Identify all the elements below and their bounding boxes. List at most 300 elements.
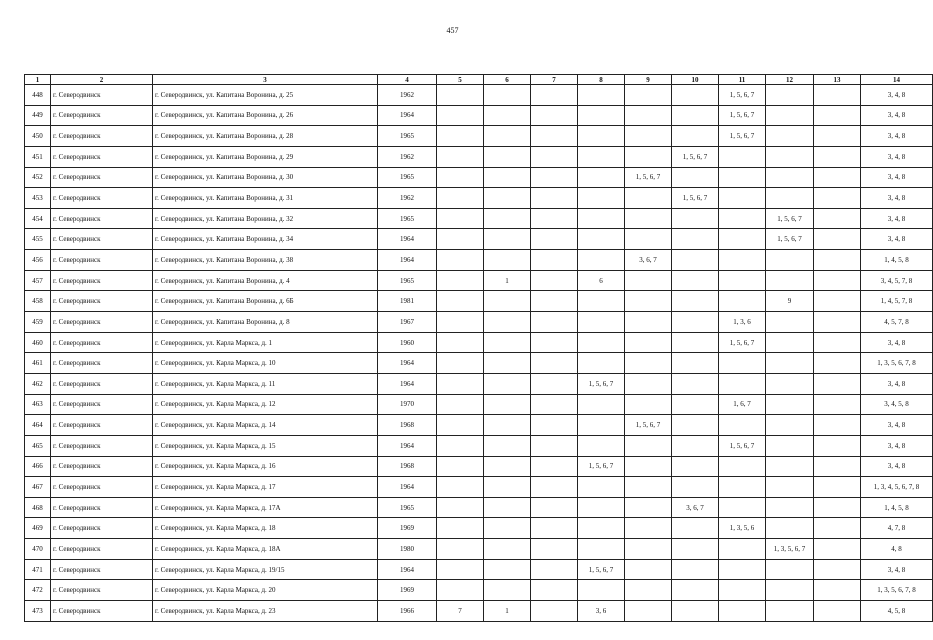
column-header: 13 [814, 75, 861, 85]
col-14-cell: 3, 4, 8 [861, 85, 933, 106]
col-11-cell [719, 270, 766, 291]
col-11-cell: 1, 5, 6, 7 [719, 105, 766, 126]
col-11-cell [719, 373, 766, 394]
col-6-cell: 1 [484, 270, 531, 291]
col-9-cell [625, 539, 672, 560]
build-year-cell: 1962 [378, 188, 437, 209]
row-number-cell: 456 [25, 250, 51, 271]
col-12-cell [766, 601, 814, 622]
col-7-cell [531, 518, 578, 539]
row-number-cell: 460 [25, 332, 51, 353]
col-14-cell: 3, 4, 8 [861, 105, 933, 126]
col-14-cell: 4, 5, 8 [861, 601, 933, 622]
col-14-cell: 3, 4, 8 [861, 559, 933, 580]
col-12-cell [766, 126, 814, 147]
col-5-cell [437, 126, 484, 147]
col-10-cell: 1, 5, 6, 7 [672, 146, 719, 167]
col-8-cell [578, 580, 625, 601]
col-5-cell [437, 456, 484, 477]
col-14-cell: 3, 4, 8 [861, 146, 933, 167]
header-row [25, 75, 933, 85]
col-9-cell [625, 373, 672, 394]
settlement-cell: г. Северодвинск [51, 250, 153, 271]
col-8-cell [578, 167, 625, 188]
col-14-cell: 1, 3, 5, 6, 7, 8 [861, 353, 933, 374]
build-year-cell: 1964 [378, 559, 437, 580]
col-9-cell [625, 332, 672, 353]
row-number-cell: 455 [25, 229, 51, 250]
col-9-cell [625, 126, 672, 147]
settlement-cell: г. Северодвинск [51, 105, 153, 126]
col-13-cell [814, 312, 861, 333]
col-5-cell [437, 312, 484, 333]
col-13-cell [814, 601, 861, 622]
col-14-cell: 3, 4, 8 [861, 373, 933, 394]
col-13-cell [814, 85, 861, 106]
col-5-cell [437, 188, 484, 209]
col-6-cell [484, 208, 531, 229]
col-7-cell [531, 456, 578, 477]
build-year-cell: 1964 [378, 373, 437, 394]
col-9-cell [625, 105, 672, 126]
table-row [25, 229, 933, 250]
settlement-cell: г. Северодвинск [51, 126, 153, 147]
build-year-cell: 1966 [378, 601, 437, 622]
table-row [25, 580, 933, 601]
col-6-cell [484, 559, 531, 580]
col-13-cell [814, 229, 861, 250]
col-9-cell [625, 559, 672, 580]
col-12-cell [766, 477, 814, 498]
col-7-cell [531, 167, 578, 188]
col-6-cell [484, 497, 531, 518]
address-cell: г. Северодвинск, ул. Капитана Воронина, д. 26 [153, 105, 378, 126]
col-7-cell [531, 146, 578, 167]
col-12-cell: 1, 5, 6, 7 [766, 229, 814, 250]
col-12-cell: 1, 3, 5, 6, 7 [766, 539, 814, 560]
address-cell: г. Северодвинск, ул. Капитана Воронина, д. 4 [153, 270, 378, 291]
col-5-cell [437, 250, 484, 271]
col-9-cell [625, 456, 672, 477]
address-cell: г. Северодвинск, ул. Капитана Воронина, д. 29 [153, 146, 378, 167]
col-8-cell [578, 477, 625, 498]
col-10-cell [672, 105, 719, 126]
col-8-cell [578, 208, 625, 229]
table-row [25, 539, 933, 560]
col-8-cell [578, 291, 625, 312]
col-5-cell [437, 435, 484, 456]
row-number-cell: 465 [25, 435, 51, 456]
col-6-cell [484, 580, 531, 601]
col-5-cell [437, 373, 484, 394]
col-11-cell: 1, 5, 6, 7 [719, 85, 766, 106]
row-number-cell: 468 [25, 497, 51, 518]
row-number-cell: 448 [25, 85, 51, 106]
row-number-cell: 466 [25, 456, 51, 477]
build-year-cell: 1962 [378, 146, 437, 167]
table-row [25, 270, 933, 291]
col-13-cell [814, 373, 861, 394]
col-10-cell [672, 126, 719, 147]
col-8-cell [578, 435, 625, 456]
settlement-cell: г. Северодвинск [51, 270, 153, 291]
col-14-cell: 3, 4, 8 [861, 435, 933, 456]
col-14-cell: 1, 4, 5, 8 [861, 497, 933, 518]
col-13-cell [814, 539, 861, 560]
col-10-cell [672, 580, 719, 601]
col-12-cell [766, 312, 814, 333]
col-8-cell: 1, 5, 6, 7 [578, 559, 625, 580]
col-12-cell [766, 85, 814, 106]
col-7-cell [531, 580, 578, 601]
col-6-cell [484, 539, 531, 560]
settlement-cell: г. Северодвинск [51, 373, 153, 394]
settlement-cell: г. Северодвинск [51, 477, 153, 498]
col-5-cell [437, 270, 484, 291]
col-8-cell: 3, 6 [578, 601, 625, 622]
col-11-cell [719, 456, 766, 477]
col-10-cell [672, 332, 719, 353]
col-10-cell [672, 270, 719, 291]
col-5-cell [437, 559, 484, 580]
col-13-cell [814, 456, 861, 477]
col-5-cell [437, 415, 484, 436]
col-5-cell: 7 [437, 601, 484, 622]
col-8-cell [578, 250, 625, 271]
col-12-cell [766, 456, 814, 477]
settlement-cell: г. Северодвинск [51, 456, 153, 477]
col-11-cell [719, 415, 766, 436]
col-7-cell [531, 85, 578, 106]
col-11-cell: 1, 6, 7 [719, 394, 766, 415]
address-cell: г. Северодвинск, ул. Карла Маркса, д. 19/15 [153, 559, 378, 580]
column-header: 7 [531, 75, 578, 85]
col-13-cell [814, 291, 861, 312]
col-9-cell: 1, 5, 6, 7 [625, 167, 672, 188]
col-10-cell [672, 394, 719, 415]
table-row [25, 291, 933, 312]
col-12-cell [766, 415, 814, 436]
row-number-cell: 470 [25, 539, 51, 560]
col-13-cell [814, 105, 861, 126]
column-header: 12 [766, 75, 814, 85]
col-5-cell [437, 477, 484, 498]
col-6-cell [484, 373, 531, 394]
table-row [25, 518, 933, 539]
table-row [25, 435, 933, 456]
build-year-cell: 1964 [378, 229, 437, 250]
col-10-cell [672, 373, 719, 394]
build-year-cell: 1964 [378, 435, 437, 456]
col-13-cell [814, 270, 861, 291]
col-10-cell: 3, 6, 7 [672, 497, 719, 518]
col-14-cell: 3, 4, 8 [861, 456, 933, 477]
col-9-cell [625, 146, 672, 167]
address-cell: г. Северодвинск, ул. Капитана Воронина, д. 28 [153, 126, 378, 147]
settlement-cell: г. Северодвинск [51, 601, 153, 622]
col-10-cell [672, 518, 719, 539]
col-8-cell [578, 394, 625, 415]
col-7-cell [531, 229, 578, 250]
col-13-cell [814, 188, 861, 209]
column-header: 4 [378, 75, 437, 85]
col-14-cell: 1, 3, 5, 6, 7, 8 [861, 580, 933, 601]
settlement-cell: г. Северодвинск [51, 580, 153, 601]
col-10-cell [672, 229, 719, 250]
col-9-cell [625, 353, 672, 374]
row-number-cell: 449 [25, 105, 51, 126]
col-13-cell [814, 208, 861, 229]
col-13-cell [814, 126, 861, 147]
address-cell: г. Северодвинск, ул. Карла Маркса, д. 11 [153, 373, 378, 394]
build-year-cell: 1964 [378, 353, 437, 374]
address-cell: г. Северодвинск, ул. Капитана Воронина, д. 32 [153, 208, 378, 229]
col-13-cell [814, 497, 861, 518]
col-14-cell: 1, 4, 5, 7, 8 [861, 291, 933, 312]
settlement-cell: г. Северодвинск [51, 229, 153, 250]
build-year-cell: 1964 [378, 250, 437, 271]
row-number-cell: 454 [25, 208, 51, 229]
settlement-cell: г. Северодвинск [51, 188, 153, 209]
row-number-cell: 467 [25, 477, 51, 498]
col-10-cell [672, 85, 719, 106]
table-row [25, 601, 933, 622]
col-14-cell: 3, 4, 8 [861, 188, 933, 209]
col-11-cell [719, 291, 766, 312]
col-13-cell [814, 477, 861, 498]
col-6-cell [484, 435, 531, 456]
row-number-cell: 464 [25, 415, 51, 436]
col-5-cell [437, 394, 484, 415]
col-14-cell: 3, 4, 5, 7, 8 [861, 270, 933, 291]
row-number-cell: 461 [25, 353, 51, 374]
settlement-cell: г. Северодвинск [51, 518, 153, 539]
address-cell: г. Северодвинск, ул. Карла Маркса, д. 1 [153, 332, 378, 353]
col-10-cell [672, 291, 719, 312]
build-year-cell: 1980 [378, 539, 437, 560]
build-year-cell: 1965 [378, 497, 437, 518]
col-5-cell [437, 167, 484, 188]
settlement-cell: г. Северодвинск [51, 539, 153, 560]
col-11-cell: 1, 5, 6, 7 [719, 332, 766, 353]
col-8-cell [578, 188, 625, 209]
settlement-cell: г. Северодвинск [51, 353, 153, 374]
row-number-cell: 453 [25, 188, 51, 209]
col-12-cell [766, 167, 814, 188]
table-header [25, 75, 933, 85]
col-7-cell [531, 208, 578, 229]
col-9-cell [625, 394, 672, 415]
col-7-cell [531, 497, 578, 518]
col-11-cell [719, 188, 766, 209]
table-row [25, 167, 933, 188]
table-row [25, 146, 933, 167]
settlement-cell: г. Северодвинск [51, 167, 153, 188]
address-cell: г. Северодвинск, ул. Капитана Воронина, д. 30 [153, 167, 378, 188]
col-5-cell [437, 353, 484, 374]
col-13-cell [814, 518, 861, 539]
col-10-cell [672, 601, 719, 622]
col-9-cell: 3, 6, 7 [625, 250, 672, 271]
col-14-cell: 4, 5, 7, 8 [861, 312, 933, 333]
row-number-cell: 458 [25, 291, 51, 312]
settlement-cell: г. Северодвинск [51, 291, 153, 312]
build-year-cell: 1968 [378, 456, 437, 477]
table-row [25, 332, 933, 353]
col-7-cell [531, 291, 578, 312]
row-number-cell: 473 [25, 601, 51, 622]
col-7-cell [531, 353, 578, 374]
col-9-cell [625, 85, 672, 106]
settlement-cell: г. Северодвинск [51, 497, 153, 518]
col-7-cell [531, 312, 578, 333]
build-year-cell: 1964 [378, 477, 437, 498]
col-12-cell [766, 146, 814, 167]
col-6-cell [484, 229, 531, 250]
col-7-cell [531, 394, 578, 415]
col-12-cell [766, 559, 814, 580]
address-cell: г. Северодвинск, ул. Карла Маркса, д. 12 [153, 394, 378, 415]
col-12-cell: 9 [766, 291, 814, 312]
col-10-cell [672, 415, 719, 436]
col-6-cell [484, 456, 531, 477]
col-11-cell: 1, 5, 6, 7 [719, 435, 766, 456]
settlement-cell: г. Северодвинск [51, 208, 153, 229]
address-cell: г. Северодвинск, ул. Карла Маркса, д. 17А [153, 497, 378, 518]
col-14-cell: 3, 4, 8 [861, 167, 933, 188]
col-9-cell [625, 601, 672, 622]
table-row [25, 126, 933, 147]
col-6-cell [484, 518, 531, 539]
build-year-cell: 1981 [378, 291, 437, 312]
col-11-cell [719, 477, 766, 498]
col-10-cell [672, 539, 719, 560]
column-header: 3 [153, 75, 378, 85]
col-8-cell [578, 146, 625, 167]
address-cell: г. Северодвинск, ул. Капитана Воронина, д. 8 [153, 312, 378, 333]
col-14-cell: 1, 3, 4, 5, 6, 7, 8 [861, 477, 933, 498]
row-number-cell: 462 [25, 373, 51, 394]
col-6-cell [484, 105, 531, 126]
table-row [25, 85, 933, 106]
col-7-cell [531, 415, 578, 436]
col-13-cell [814, 559, 861, 580]
col-7-cell [531, 601, 578, 622]
row-number-cell: 463 [25, 394, 51, 415]
col-6-cell [484, 477, 531, 498]
column-header: 10 [672, 75, 719, 85]
col-5-cell [437, 85, 484, 106]
address-cell: г. Северодвинск, ул. Капитана Воронина, д. 6Б [153, 291, 378, 312]
table-row [25, 250, 933, 271]
build-year-cell: 1965 [378, 126, 437, 147]
col-8-cell [578, 539, 625, 560]
address-cell: г. Северодвинск, ул. Карла Маркса, д. 16 [153, 456, 378, 477]
address-cell: г. Северодвинск, ул. Карла Маркса, д. 17 [153, 477, 378, 498]
col-9-cell [625, 270, 672, 291]
col-14-cell: 3, 4, 8 [861, 229, 933, 250]
column-header: 11 [719, 75, 766, 85]
col-14-cell: 4, 8 [861, 539, 933, 560]
col-13-cell [814, 394, 861, 415]
col-12-cell [766, 105, 814, 126]
col-5-cell [437, 146, 484, 167]
build-year-cell: 1968 [378, 415, 437, 436]
col-9-cell [625, 188, 672, 209]
col-13-cell [814, 435, 861, 456]
register-table [24, 74, 933, 622]
col-5-cell [437, 539, 484, 560]
col-14-cell: 3, 4, 8 [861, 126, 933, 147]
col-13-cell [814, 250, 861, 271]
column-header: 6 [484, 75, 531, 85]
row-number-cell: 451 [25, 146, 51, 167]
col-9-cell [625, 291, 672, 312]
col-5-cell [437, 332, 484, 353]
col-6-cell [484, 126, 531, 147]
table-row [25, 497, 933, 518]
col-11-cell [719, 146, 766, 167]
col-8-cell: 1, 5, 6, 7 [578, 456, 625, 477]
col-7-cell [531, 332, 578, 353]
col-6-cell [484, 167, 531, 188]
col-7-cell [531, 105, 578, 126]
col-8-cell [578, 126, 625, 147]
col-12-cell [766, 435, 814, 456]
col-10-cell [672, 208, 719, 229]
col-10-cell [672, 559, 719, 580]
col-8-cell: 6 [578, 270, 625, 291]
col-12-cell [766, 373, 814, 394]
column-header: 14 [861, 75, 933, 85]
table-row [25, 394, 933, 415]
col-6-cell [484, 312, 531, 333]
col-6-cell [484, 188, 531, 209]
address-cell: г. Северодвинск, ул. Карла Маркса, д. 15 [153, 435, 378, 456]
col-5-cell [437, 229, 484, 250]
col-13-cell [814, 415, 861, 436]
address-cell: г. Северодвинск, ул. Карла Маркса, д. 20 [153, 580, 378, 601]
address-cell: г. Северодвинск, ул. Карла Маркса, д. 23 [153, 601, 378, 622]
col-10-cell [672, 353, 719, 374]
build-year-cell: 1962 [378, 85, 437, 106]
build-year-cell: 1969 [378, 518, 437, 539]
col-14-cell: 1, 4, 5, 8 [861, 250, 933, 271]
table-row [25, 415, 933, 436]
col-5-cell [437, 208, 484, 229]
col-7-cell [531, 188, 578, 209]
row-number-cell: 469 [25, 518, 51, 539]
col-7-cell [531, 435, 578, 456]
column-header: 8 [578, 75, 625, 85]
table-row [25, 105, 933, 126]
col-13-cell [814, 167, 861, 188]
settlement-cell: г. Северодвинск [51, 332, 153, 353]
col-8-cell [578, 85, 625, 106]
col-12-cell [766, 270, 814, 291]
col-11-cell [719, 208, 766, 229]
col-6-cell [484, 146, 531, 167]
column-header: 9 [625, 75, 672, 85]
col-9-cell [625, 580, 672, 601]
col-7-cell [531, 559, 578, 580]
table-row [25, 312, 933, 333]
row-number-cell: 457 [25, 270, 51, 291]
col-7-cell [531, 126, 578, 147]
settlement-cell: г. Северодвинск [51, 415, 153, 436]
col-9-cell [625, 518, 672, 539]
col-6-cell [484, 85, 531, 106]
